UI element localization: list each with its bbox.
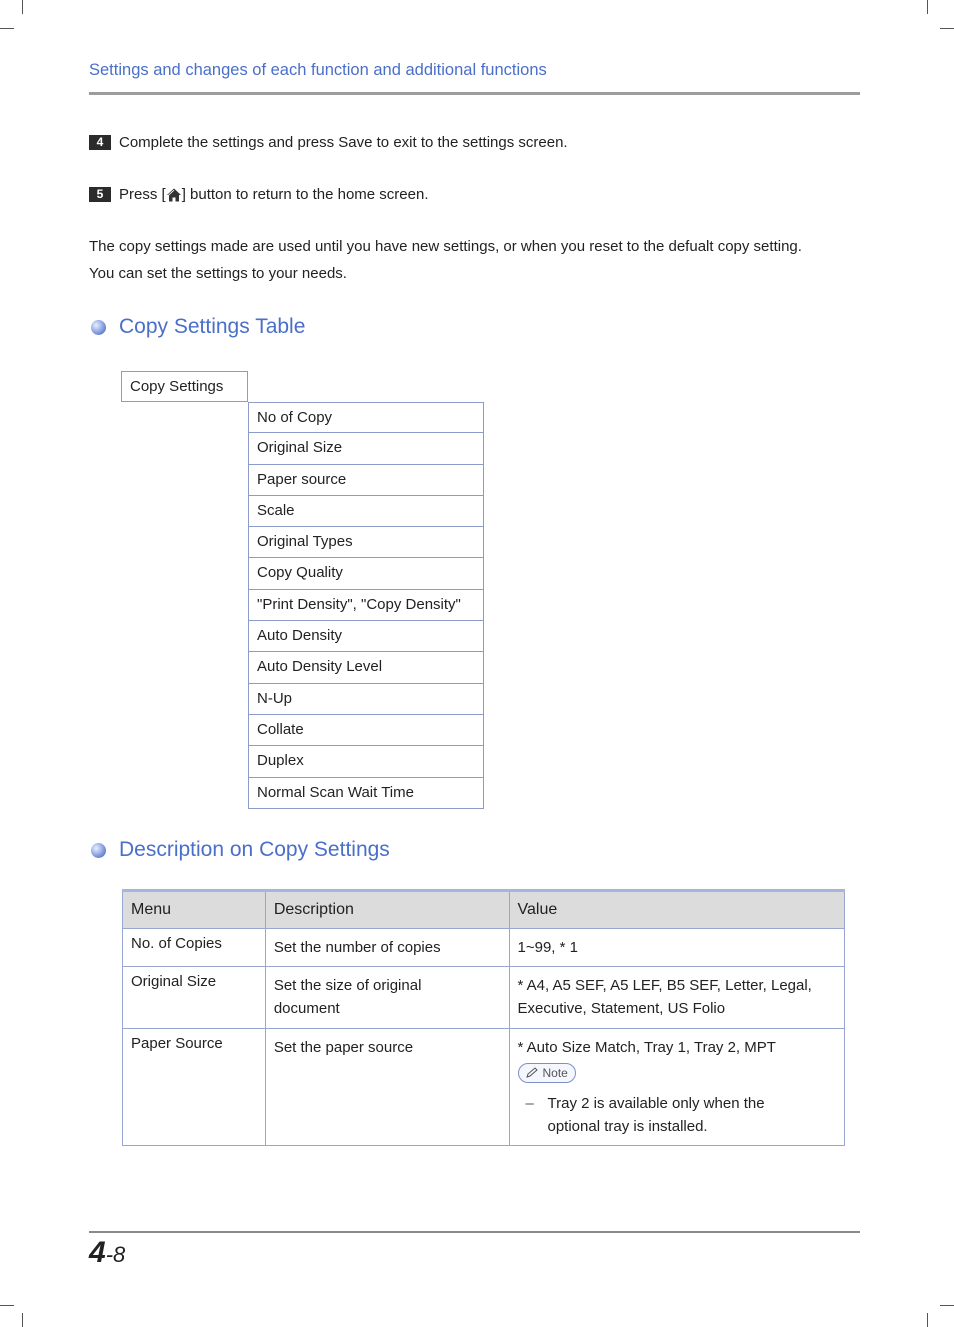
copy-settings-item: Auto Density — [248, 621, 484, 652]
description-text: Set the size of original — [273, 977, 422, 994]
value-text: 1~99, * 1 — [517, 939, 578, 956]
copy-settings-item: Collate — [248, 715, 484, 746]
value-text: Executive, Statement, US Folio — [517, 1000, 726, 1017]
table-row — [123, 967, 845, 1029]
copy-settings-item: Original Types — [248, 527, 484, 558]
note-text: optional tray is installed. — [547, 1118, 708, 1135]
table-row — [123, 1029, 845, 1146]
crop-mark — [0, 1305, 14, 1306]
copy-settings-item: Normal Scan Wait Time — [248, 778, 484, 809]
column-header-description: Description — [265, 891, 509, 929]
crop-mark — [22, 0, 23, 14]
page-suffix: -8 — [105, 1242, 126, 1267]
description-text: Set the paper source — [273, 1039, 414, 1056]
menu-cell — [123, 967, 266, 1029]
value-cell — [509, 1029, 845, 1146]
copy-settings-item: Paper source — [248, 465, 484, 496]
copy-settings-item: Original Size — [248, 433, 484, 464]
copy-settings-item: Auto Density Level — [248, 652, 484, 683]
description-cell — [265, 967, 509, 1029]
note-dash: – — [525, 1095, 534, 1112]
step-number: 4 — [89, 135, 111, 150]
column-header-value: Value — [509, 891, 845, 929]
value-cell — [509, 967, 845, 1029]
crop-mark — [22, 1313, 23, 1327]
table-row — [123, 929, 845, 967]
step-5 — [89, 186, 429, 203]
note-text: Tray 2 is available only when the — [547, 1095, 765, 1112]
step-4 — [89, 134, 568, 151]
column-header-menu: Menu — [123, 891, 266, 929]
pencil-icon — [525, 1067, 539, 1079]
copy-settings-root-cell: Copy Settings — [121, 371, 248, 402]
menu-text: No. of Copies — [131, 935, 222, 952]
menu-cell — [123, 1029, 266, 1146]
home-icon — [166, 187, 182, 203]
crop-mark — [940, 28, 954, 29]
footer-rule — [89, 1231, 860, 1233]
copy-settings-item: "Print Density", "Copy Density" — [248, 590, 484, 621]
copy-settings-list — [248, 402, 484, 809]
crop-mark — [0, 28, 14, 29]
page-number — [89, 1236, 125, 1270]
note-badge — [518, 1063, 576, 1083]
running-header: Settings and changes of each function and additional functions — [89, 61, 547, 79]
chapter-number: 4 — [89, 1236, 106, 1269]
description-cell — [265, 1029, 509, 1146]
value-text: * Auto Size Match, Tray 1, Tray 2, MPT — [517, 1039, 776, 1056]
section-heading-description — [91, 838, 390, 862]
step-text-before: Press [ — [119, 186, 166, 203]
description-table — [122, 889, 845, 1146]
description-text: Set the number of copies — [273, 939, 441, 956]
section-heading-copy-settings-table — [91, 315, 305, 339]
section-heading-text: Copy Settings Table — [119, 315, 306, 338]
step-number: 5 — [89, 187, 111, 202]
copy-settings-item: No of Copy — [248, 402, 484, 433]
step-text: Complete the settings and press Save to exit to the settings screen. — [119, 134, 568, 151]
header-rule — [89, 92, 860, 95]
bullet-icon — [91, 843, 106, 858]
description-text: document — [273, 1000, 340, 1017]
menu-text: Original Size — [131, 973, 217, 990]
table-header-row — [123, 891, 845, 929]
step-text-after: ] button to return to the home screen. — [181, 186, 429, 203]
note-label: Note — [542, 1065, 568, 1080]
menu-cell — [123, 929, 266, 967]
menu-text: Paper Source — [131, 1035, 223, 1052]
body-paragraph-line-2: You can set the settings to your needs. — [89, 265, 347, 282]
copy-settings-item: Scale — [248, 496, 484, 527]
bullet-icon — [91, 320, 106, 335]
copy-settings-item: Copy Quality — [248, 558, 484, 589]
crop-mark — [940, 1305, 954, 1306]
value-text: * A4, A5 SEF, A5 LEF, B5 SEF, Letter, Legal, — [517, 977, 812, 994]
value-cell — [509, 929, 845, 967]
note-item — [518, 1092, 837, 1138]
copy-settings-item: Duplex — [248, 746, 484, 777]
section-heading-text: Description on Copy Settings — [119, 838, 390, 861]
crop-mark — [927, 1313, 928, 1327]
copy-settings-item: N-Up — [248, 684, 484, 715]
body-paragraph-line-1: The copy settings made are used until you have new settings, or when you reset to the defualt copy setting. — [89, 238, 802, 255]
crop-mark — [927, 0, 928, 14]
description-cell — [265, 929, 509, 967]
